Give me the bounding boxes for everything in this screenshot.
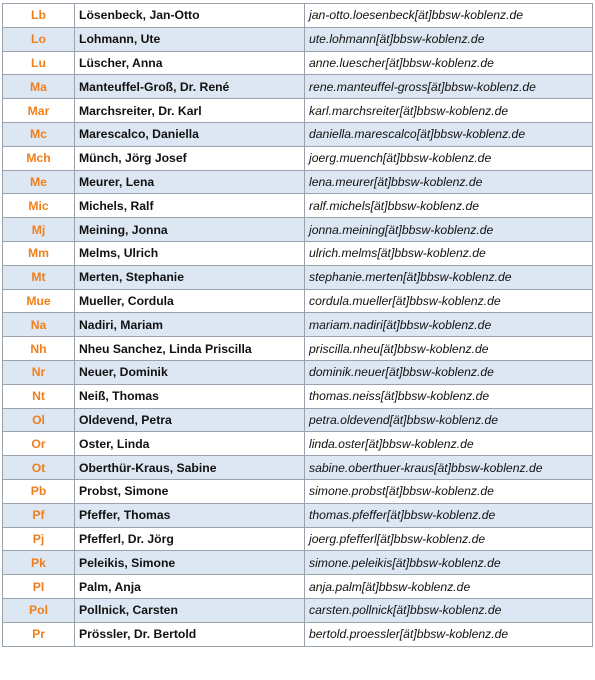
staff-abbreviation: Or	[3, 432, 75, 456]
staff-email: stephanie.merten[ät]bbsw-koblenz.de	[305, 265, 593, 289]
staff-name: Michels, Ralf	[75, 194, 305, 218]
staff-abbreviation: Pf	[3, 503, 75, 527]
staff-email: karl.marchsreiter[ät]bbsw-koblenz.de	[305, 99, 593, 123]
staff-name: Prössler, Dr. Bertold	[75, 622, 305, 646]
staff-name: Peleikis, Simone	[75, 551, 305, 575]
table-row	[3, 456, 593, 480]
staff-abbreviation: Pk	[3, 551, 75, 575]
staff-abbreviation: Me	[3, 170, 75, 194]
staff-email: anne.luescher[ät]bbsw-koblenz.de	[305, 51, 593, 75]
table-row	[3, 170, 593, 194]
staff-abbreviation: Lu	[3, 51, 75, 75]
staff-abbreviation: Nt	[3, 384, 75, 408]
table-row	[3, 51, 593, 75]
staff-abbreviation: Mj	[3, 218, 75, 242]
table-row	[3, 194, 593, 218]
staff-email: lena.meurer[ät]bbsw-koblenz.de	[305, 170, 593, 194]
table-row	[3, 75, 593, 99]
staff-name: Pfeffer, Thomas	[75, 503, 305, 527]
table-row	[3, 337, 593, 361]
table-row	[3, 503, 593, 527]
staff-name: Neiß, Thomas	[75, 384, 305, 408]
table-row	[3, 4, 593, 28]
staff-abbreviation: Mar	[3, 99, 75, 123]
staff-email: mariam.nadiri[ät]bbsw-koblenz.de	[305, 313, 593, 337]
staff-name: Pfefferl, Dr. Jörg	[75, 527, 305, 551]
staff-name: Merten, Stephanie	[75, 265, 305, 289]
staff-email: cordula.mueller[ät]bbsw-koblenz.de	[305, 289, 593, 313]
table-row	[3, 241, 593, 265]
staff-name: Neuer, Dominik	[75, 360, 305, 384]
staff-email: jonna.meining[ät]bbsw-koblenz.de	[305, 218, 593, 242]
staff-email: joerg.muench[ät]bbsw-koblenz.de	[305, 146, 593, 170]
staff-name: Meining, Jonna	[75, 218, 305, 242]
table-row	[3, 622, 593, 646]
staff-table	[2, 3, 593, 647]
staff-name: Oberthür-Kraus, Sabine	[75, 456, 305, 480]
staff-abbreviation: Mch	[3, 146, 75, 170]
staff-abbreviation: Ol	[3, 408, 75, 432]
staff-email: rene.manteuffel-gross[ät]bbsw-koblenz.de	[305, 75, 593, 99]
staff-name: Palm, Anja	[75, 575, 305, 599]
staff-abbreviation: Mue	[3, 289, 75, 313]
staff-email: carsten.pollnick[ät]bbsw-koblenz.de	[305, 598, 593, 622]
staff-name: Meurer, Lena	[75, 170, 305, 194]
table-row	[3, 146, 593, 170]
table-row	[3, 598, 593, 622]
staff-abbreviation: Pj	[3, 527, 75, 551]
table-row	[3, 218, 593, 242]
table-row	[3, 99, 593, 123]
staff-abbreviation: Mm	[3, 241, 75, 265]
staff-abbreviation: Mic	[3, 194, 75, 218]
staff-name: Nheu Sanchez, Linda Priscilla	[75, 337, 305, 361]
staff-name: Marchsreiter, Dr. Karl	[75, 99, 305, 123]
staff-email: thomas.pfeffer[ät]bbsw-koblenz.de	[305, 503, 593, 527]
staff-abbreviation: Lb	[3, 4, 75, 28]
staff-email: jan-otto.loesenbeck[ät]bbsw-koblenz.de	[305, 4, 593, 28]
staff-abbreviation: Pb	[3, 479, 75, 503]
table-row	[3, 432, 593, 456]
staff-name: Münch, Jörg Josef	[75, 146, 305, 170]
staff-name: Oldevend, Petra	[75, 408, 305, 432]
table-row	[3, 289, 593, 313]
staff-email: daniella.marescalco[ät]bbsw-koblenz.de	[305, 122, 593, 146]
staff-email: thomas.neiss[ät]bbsw-koblenz.de	[305, 384, 593, 408]
staff-name: Lohmann, Ute	[75, 27, 305, 51]
staff-name: Oster, Linda	[75, 432, 305, 456]
staff-abbreviation: Ma	[3, 75, 75, 99]
table-row	[3, 575, 593, 599]
table-row	[3, 551, 593, 575]
staff-abbreviation: Mt	[3, 265, 75, 289]
staff-name: Mueller, Cordula	[75, 289, 305, 313]
staff-email: ralf.michels[ät]bbsw-koblenz.de	[305, 194, 593, 218]
table-row	[3, 265, 593, 289]
staff-email: anja.palm[ät]bbsw-koblenz.de	[305, 575, 593, 599]
table-row	[3, 408, 593, 432]
staff-abbreviation: Pr	[3, 622, 75, 646]
staff-email: ute.lohmann[ät]bbsw-koblenz.de	[305, 27, 593, 51]
table-row	[3, 360, 593, 384]
staff-email: linda.oster[ät]bbsw-koblenz.de	[305, 432, 593, 456]
staff-name: Manteuffel-Groß, Dr. René	[75, 75, 305, 99]
table-row	[3, 27, 593, 51]
staff-abbreviation: Nr	[3, 360, 75, 384]
table-row	[3, 479, 593, 503]
staff-name: Lüscher, Anna	[75, 51, 305, 75]
staff-email: simone.probst[ät]bbsw-koblenz.de	[305, 479, 593, 503]
staff-abbreviation: Pl	[3, 575, 75, 599]
staff-email: petra.oldevend[ät]bbsw-koblenz.de	[305, 408, 593, 432]
staff-abbreviation: Mc	[3, 122, 75, 146]
staff-abbreviation: Pol	[3, 598, 75, 622]
staff-abbreviation: Lo	[3, 27, 75, 51]
table-row	[3, 527, 593, 551]
staff-abbreviation: Na	[3, 313, 75, 337]
staff-name: Probst, Simone	[75, 479, 305, 503]
staff-email: dominik.neuer[ät]bbsw-koblenz.de	[305, 360, 593, 384]
staff-email: sabine.oberthuer-kraus[ät]bbsw-koblenz.de	[305, 456, 593, 480]
staff-email: simone.peleikis[ät]bbsw-koblenz.de	[305, 551, 593, 575]
staff-email: priscilla.nheu[ät]bbsw-koblenz.de	[305, 337, 593, 361]
staff-name: Nadiri, Mariam	[75, 313, 305, 337]
staff-email: joerg.pfefferl[ät]bbsw-koblenz.de	[305, 527, 593, 551]
staff-name: Marescalco, Daniella	[75, 122, 305, 146]
staff-email: ulrich.melms[ät]bbsw-koblenz.de	[305, 241, 593, 265]
staff-name: Pollnick, Carsten	[75, 598, 305, 622]
staff-email: bertold.proessler[ät]bbsw-koblenz.de	[305, 622, 593, 646]
staff-table-body	[3, 4, 593, 647]
staff-abbreviation: Nh	[3, 337, 75, 361]
table-row	[3, 122, 593, 146]
staff-name: Melms, Ulrich	[75, 241, 305, 265]
table-row	[3, 384, 593, 408]
table-row	[3, 313, 593, 337]
staff-name: Lösenbeck, Jan-Otto	[75, 4, 305, 28]
staff-abbreviation: Ot	[3, 456, 75, 480]
